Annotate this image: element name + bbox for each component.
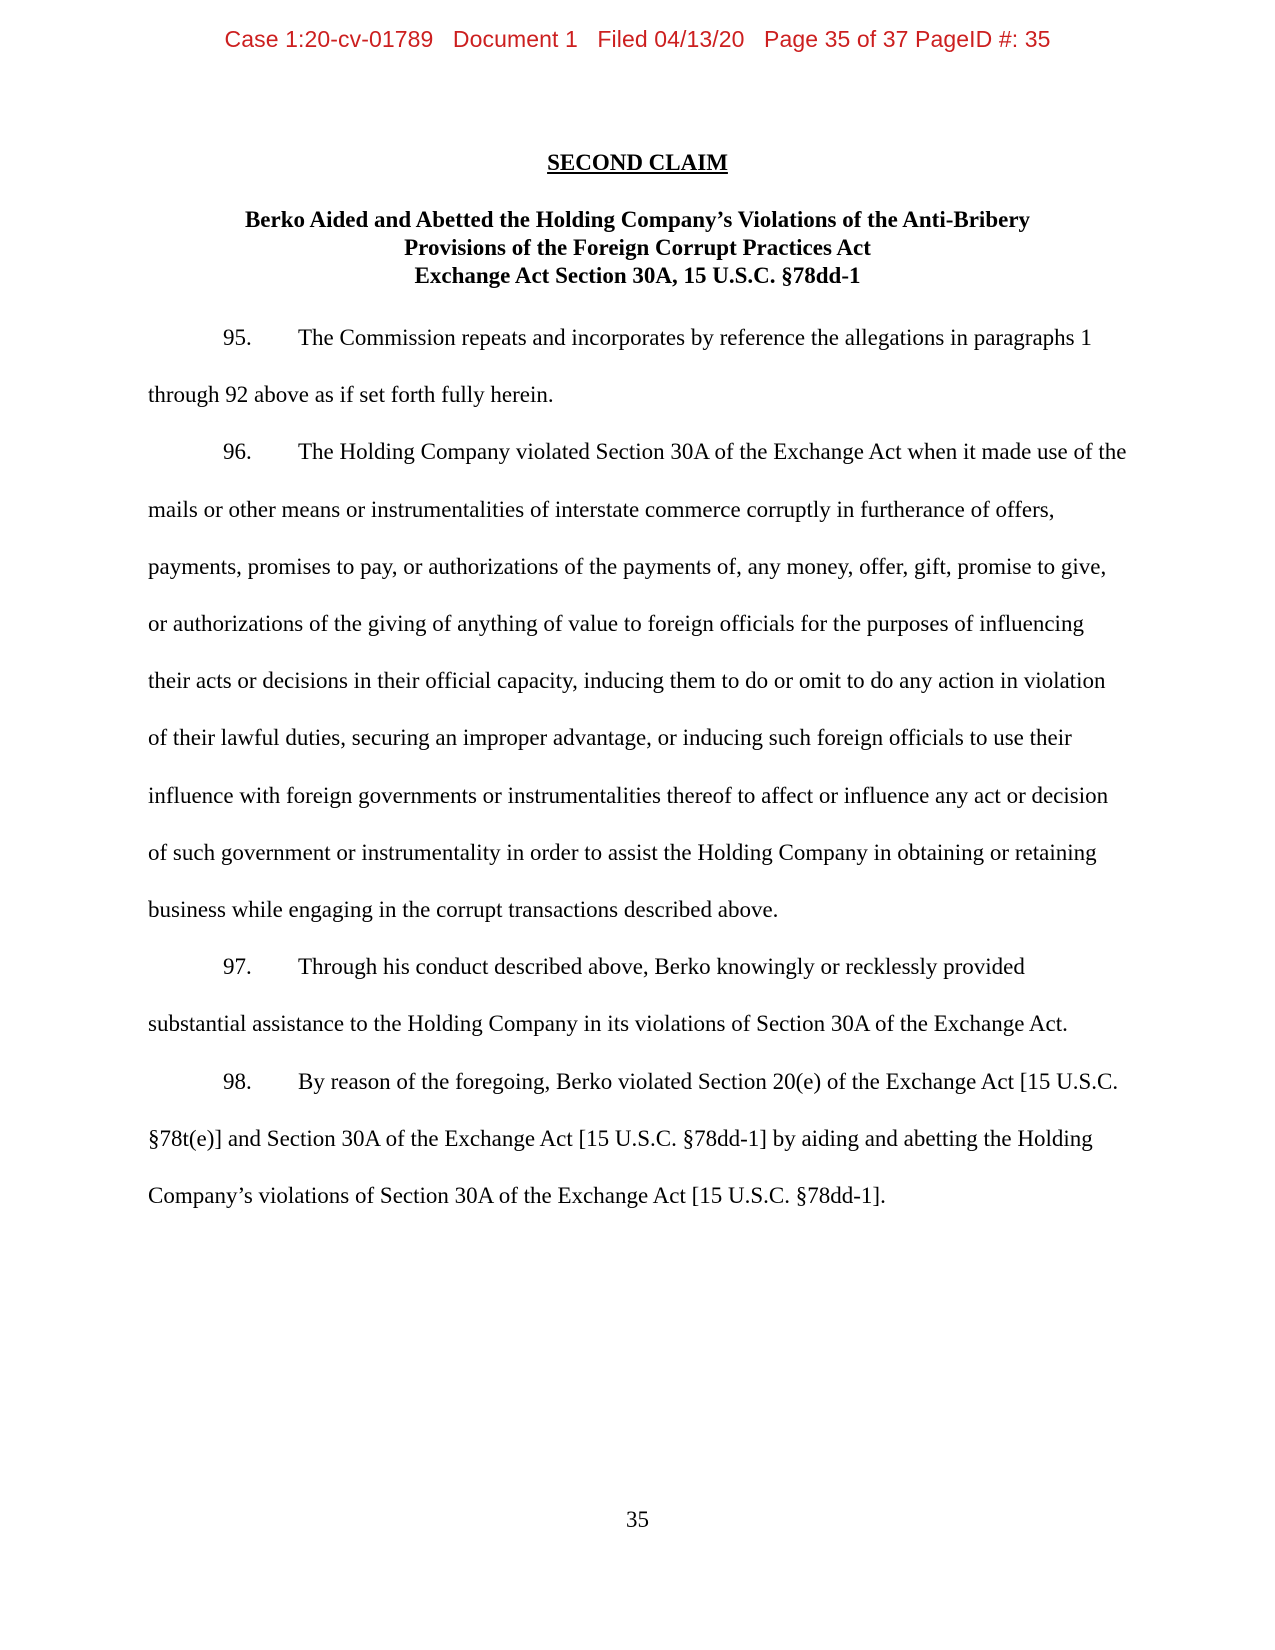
- paragraph-98: [148, 1053, 1128, 1225]
- page-number: 35: [626, 1507, 649, 1532]
- claim-subtitle-line: Exchange Act Section 30A, 15 U.S.C. §78dd-1: [414, 263, 861, 288]
- paragraph-number: 96.: [223, 439, 252, 465]
- paragraph-text: By reason of the foregoing, Berko violated Section 20(e) of the Exchange Act [15 U.S.C. §78t(e)] and Section 30A of the Exchange Act [15 U.S.C. §78dd-1] by aiding and abetting the Holding Company’s violations of Section 30A of the Exchange Act [15 U.S.C. §78dd-1].: [148, 1068, 1119, 1209]
- paragraph-number: 97.: [223, 954, 252, 980]
- paragraph-number: 98.: [223, 1068, 252, 1094]
- claim-subtitle-line: Berko Aided and Abetted the Holding Company’s Violations of the Anti-Bribery: [244, 207, 1031, 232]
- paragraph-95: [148, 309, 1128, 423]
- claim-subtitle-line: Provisions of the Foreign Corrupt Practices Act: [404, 235, 871, 260]
- paragraph-text: The Commission repeats and incorporates by reference the allegations in paragraphs 1 through 92 above as if set forth fully herein.: [148, 325, 1092, 408]
- case-header: Case 1:20-cv-01789 Document 1 Filed 04/13/20 Page 35 of 37 PageID #: 35: [224, 26, 1051, 52]
- document-body: [148, 309, 1128, 1224]
- paragraph-97: [148, 938, 1128, 1052]
- claim-title: SECOND CLAIM: [547, 150, 728, 175]
- paragraph-text: Through his conduct described above, Berko knowingly or recklessly provided substantial assistance to the Holding Company in its violations of Section 30A of the Exchange Act.: [148, 954, 1068, 1037]
- claim-subtitle: [0, 206, 1275, 290]
- paragraph-number: 95.: [223, 325, 252, 350]
- paragraph-96: [148, 423, 1128, 938]
- paragraph-text: The Holding Company violated Section 30A of the Exchange Act when it made use of the mails or other means or instrumentalities of interstate commerce corruptly in furtherance of offers, payments, promises to pay, or authorizations of the payments of, any money, offer, gift, promise to give, or authorizations of the giving of anything of value to foreign officials for the purposes of influencing their acts or decisions in their official capacity, inducing them to do or omit to do any action in violation of their lawful duties, securing an improper advantage, or inducing such foreign officials to use their influence with foreign governments or instrumentalities thereof to affect or influence any act or decision of such government or instrumentality in order to assist the Holding Company in obtaining or retaining business while engaging in the corrupt transactions described above.: [148, 439, 1127, 923]
